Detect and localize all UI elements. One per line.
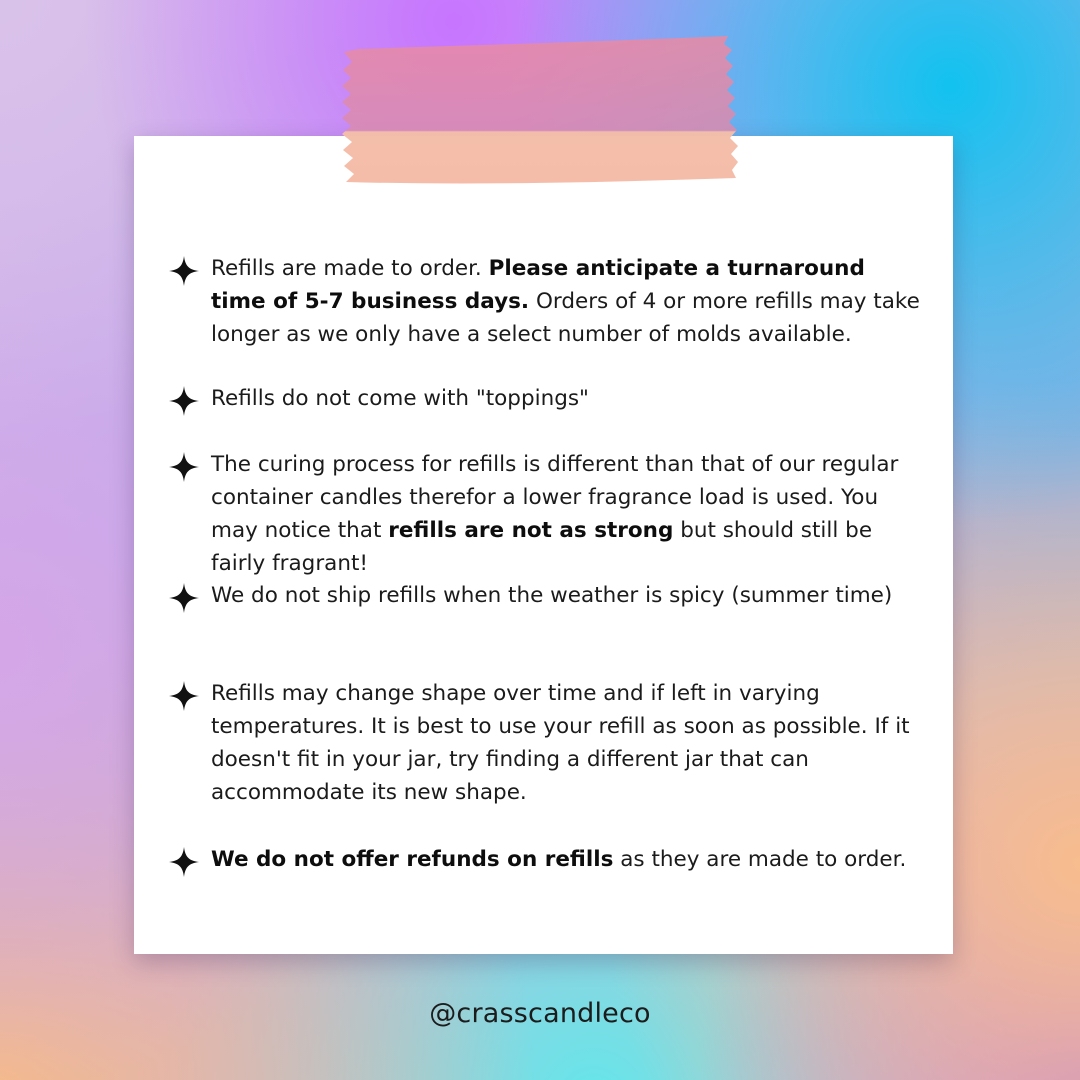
sparkle-icon [169,256,199,286]
note-text-segment: but should still be fairly fragrant! [211,518,873,576]
note-text [211,382,926,415]
note-text-emphasis: We do not offer refunds on refills [211,847,614,872]
sparkle-icon [169,681,199,711]
note-text [211,677,926,809]
note-text [211,843,926,876]
note-text-segment: We do not ship refills when the weather is spicy (summer time) [211,583,893,608]
sparkle-icon [169,847,199,877]
sparkle-icon [169,386,199,416]
notice-card [134,136,953,954]
note-text-emphasis: Please anticipate a turnaround time of 5-7 business days. [211,256,865,314]
sparkle-icon [169,452,199,482]
note-text [211,252,926,351]
social-handle: @crasscandleco [429,998,651,1029]
note-text-segment: The curing process for refills is different than that of our regular container candles therefor a lower fragrance load is used. You may notice that [211,452,899,543]
washi-tape [340,34,750,190]
note-text-segment: Refills may change shape over time and if left in varying temperatures. It is best to use your refill as soon as possible. If it doesn't fit in your jar, try finding a different jar that can accommodate its new shape. [211,681,910,805]
note-text-segment: Refills are made to order. [211,256,489,281]
note-text-emphasis: refills are not as strong [388,518,674,543]
refill-notes-list [134,136,953,954]
note-text [211,579,926,612]
sparkle-icon [169,583,199,613]
note-text-segment: as they are made to order. [613,847,907,872]
note-text-segment: Orders of 4 or more refills may take longer as we only have a select number of molds available. [211,289,920,347]
note-text [211,448,926,580]
note-text-segment: Refills do not come with "toppings" [211,386,589,411]
